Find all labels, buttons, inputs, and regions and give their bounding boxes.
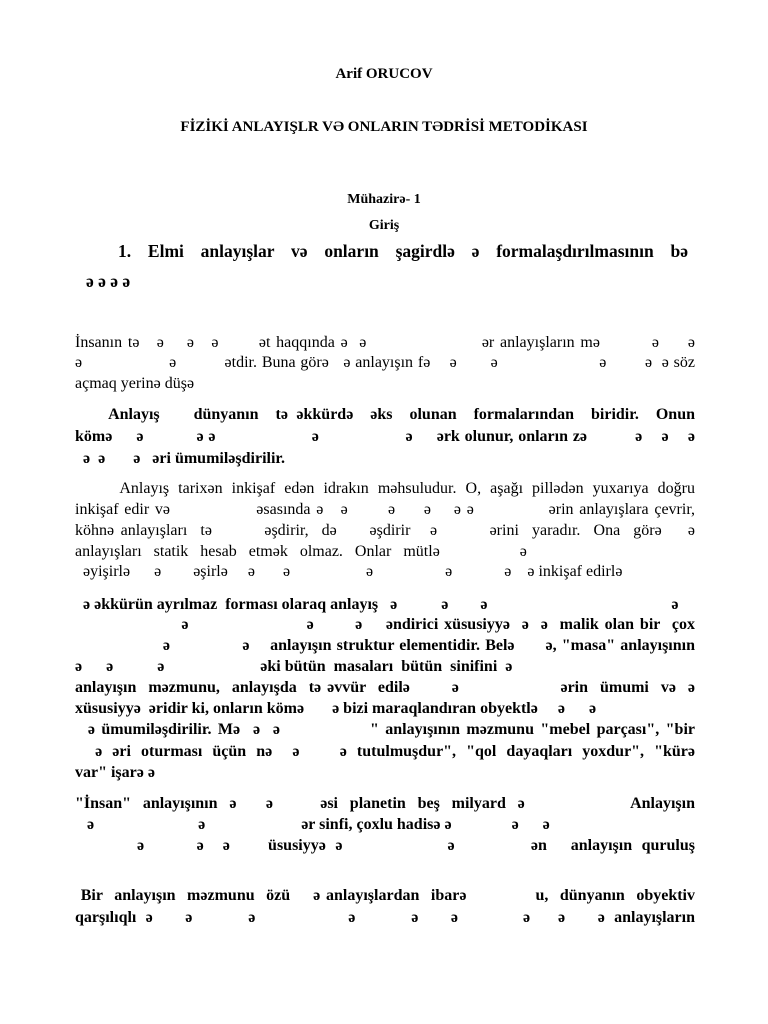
paragraph-line: anlayışın məzmunu, anlayışda tə əvvür edilə ə ərin ümumi və ə: [75, 679, 695, 696]
paragraph-line: ə ə ər sinfi, çoxlu hadisə ə ə ə: [75, 816, 550, 833]
paragraph-line: ə əkkürün ayrılmaz forması olaraq anlayış ə ə ə ə: [75, 596, 679, 613]
author-name: Arif ORUCOV: [335, 66, 433, 82]
paragraph-line: var" işarə ə: [75, 764, 155, 781]
paragraph-line: qarşılıqlı ə ə ə ə ə ə ə ə ə anlayışların: [75, 909, 695, 926]
paragraph-line: ə ümumiləşdirilir. Mə ə ə " anlayışının məzmunu "mebel parçası", "bir: [75, 721, 695, 738]
paragraph-line: ə əri oturması üçün nə ə ə tutulmuşdur", "qol dayaqları yoxdur", "kürə: [75, 743, 695, 760]
paragraph-line: anlayışları statik hesab etmək olmaz. Onlar mütlə ə: [75, 543, 527, 560]
paragraph-line: inkişaf edir və əsasında ə ə ə ə ə ə ərin anlayışlara çevrir,: [75, 501, 695, 518]
paragraph-line: ə ə ə üsusiyyə ə ə ən anlayışın quruluş: [75, 837, 695, 854]
paragraph-line: ə ə ə əki bütün masaları bütün sinifini ə: [75, 658, 513, 675]
paragraph-line: Anlayış dünyanın tə əkkürdə əks olunan formalarından biridir. Onun: [75, 406, 695, 423]
paragraph-line: ə ə anlayışın struktur elementidir. Belə ə, "masa" anlayışının: [75, 637, 695, 654]
paragraph-line: ə ə ə əndirici xüsusiyyə ə ə malik olan bir çox: [75, 616, 695, 633]
paragraph-line: İnsanın tə ə ə ə ət haqqında ə ə ər anlayışların mə ə ə: [75, 334, 695, 351]
paragraph-line: əyişirlə ə əşirlə ə ə ə ə ə ə inkişaf edirlə: [75, 563, 623, 580]
heading-line: 1. Elmi anlayışlar və onların şagirdlə ə formalaşdırılmasının bə: [118, 241, 688, 261]
heading-line: ə ə ə ə: [86, 271, 131, 291]
paragraph-line: köhnə anlayışları tə əşdirir, də əşdirir ə ərini yaradır. Ona görə ə: [75, 522, 695, 539]
document-title: FİZİKİ ANLAYIŞLR VƏ ONLARIN TƏDRİSİ METODİKASI: [180, 119, 588, 135]
paragraph-line: Anlayış tarixən inkişaf edən idrakın məhsuludur. O, aşağı pillədən yuxarıya doğru: [75, 480, 695, 497]
paragraph-line: kömə ə ə ə ə ə ərk olunur, onların zə ə ə ə: [75, 428, 695, 445]
paragraph-line: açmaq yerinə düşə: [75, 375, 195, 392]
paragraph-line: xüsusiyyə əridir ki, onların kömə ə bizi maraqlandıran obyektlə ə ə: [75, 700, 597, 717]
paragraph-line: ə ə ətdir. Buna görə ə anlayışın fə ə ə ə ə ə söz: [75, 354, 695, 371]
paragraph-line: "İnsan" anlayışının ə ə əsi planetin beş milyard ə Anlayışın: [75, 795, 695, 812]
paragraph-line: Bir anlayışın məzmunu özü ə anlayışlardan ibarə u, dünyanın obyektiv: [75, 887, 695, 904]
lecture-number: Mühazirə- 1: [347, 192, 421, 207]
paragraph-line: ə ə ə əri ümumiləşdirilir.: [75, 450, 286, 467]
section-title: Giriş: [368, 218, 400, 233]
